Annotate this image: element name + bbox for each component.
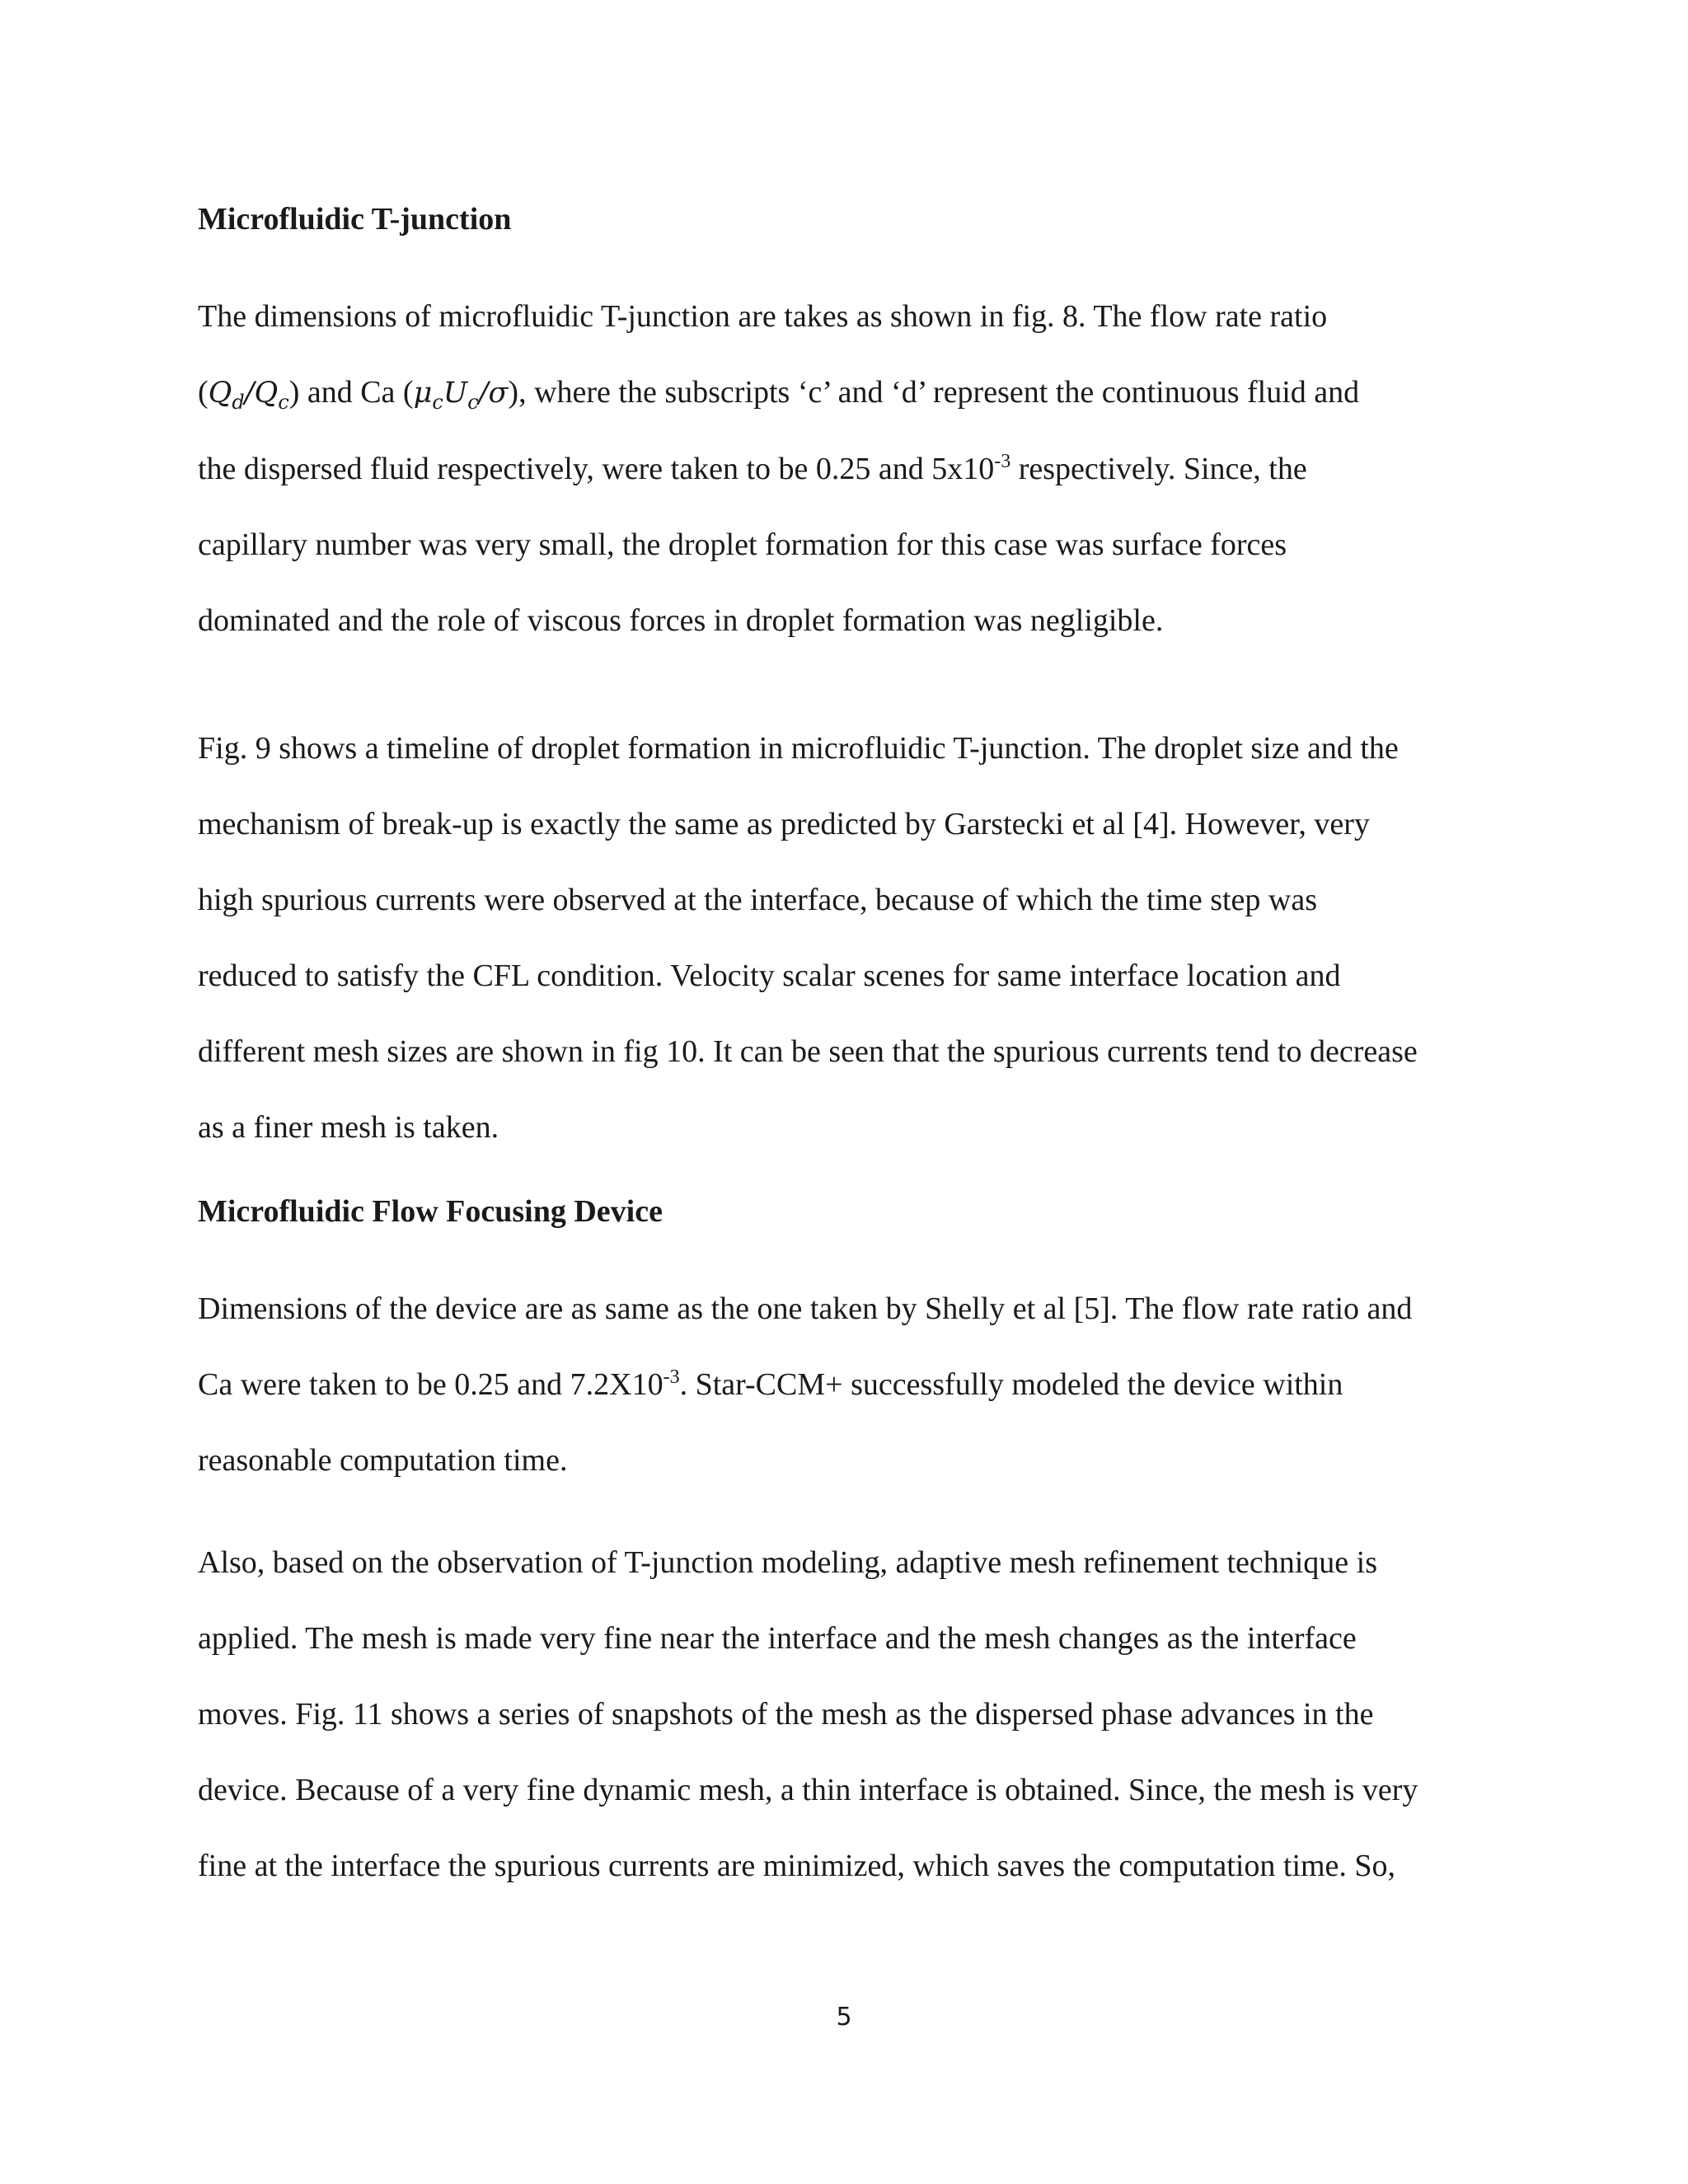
math-symbol: /σ	[478, 377, 509, 410]
text-line: device. Because of a very fine dynamic mesh, a thin interface is obtained. Since, the mesh is very	[198, 1773, 1418, 1807]
math-symbol: /Q	[244, 377, 279, 410]
text-line: as a finer mesh is taken.	[198, 1110, 499, 1145]
math-subscript: d	[232, 391, 245, 414]
text-line: capillary number was very small, the droplet formation for this case was surface forces	[198, 527, 1287, 562]
text-line: The dimensions of microfluidic T-junction are takes as shown in fig. 8. The flow rate ratio	[198, 299, 1328, 334]
text-fragment: . Star-CCM+ successfully modeled the device within	[679, 1367, 1343, 1402]
math-symbol: μ	[413, 377, 433, 410]
math-subscript: c	[278, 391, 289, 414]
text-fragment: Ca were taken to be 0.25 and 7.2X10	[198, 1367, 663, 1402]
text-line: fine at the interface the spurious currents are minimized, which saves the computation time. So,	[198, 1849, 1396, 1883]
text-fragment: ), where the subscripts ‘c’ and ‘d’ represent the continuous fluid and	[508, 375, 1360, 410]
text-line: different mesh sizes are shown in fig 10. It can be seen that the spurious currents tend to decrease	[198, 1034, 1418, 1069]
page-number: 5	[836, 2003, 852, 2032]
paragraph-device-dimensions	[198, 1271, 1500, 1498]
text-line: Dimensions of the device are as same as the one taken by Shelly et al [5]. The flow rate ratio and	[198, 1291, 1413, 1326]
text-line-with-math	[198, 354, 1500, 431]
paragraph-adaptive-mesh	[198, 1525, 1500, 1904]
section-heading-flow-focusing: Microfluidic Flow Focusing Device	[198, 1194, 663, 1229]
text-line: Fig. 9 shows a timeline of droplet formation in microfluidic T-junction. The droplet size and the	[198, 731, 1399, 766]
text-line: moves. Fig. 11 shows a series of snapshots of the mesh as the dispersed phase advances in the	[198, 1697, 1374, 1732]
text-line: dominated and the role of viscous forces in droplet formation was negligible.	[198, 603, 1164, 638]
math-subscript: c	[432, 391, 443, 414]
text-line: high spurious currents were observed at the interface, because of which the time step was	[198, 883, 1318, 917]
math-flow-rate-ratio	[208, 377, 289, 414]
text-fragment: respectively. Since, the	[1010, 452, 1307, 486]
math-subscript: c	[467, 391, 479, 414]
text-line-with-superscript	[198, 1347, 1500, 1422]
text-line: reasonable computation time.	[198, 1443, 568, 1478]
math-symbol: Q	[208, 377, 232, 410]
math-symbol: U	[443, 377, 468, 410]
math-capillary-number	[413, 377, 509, 414]
paragraph-t-junction-dimensions	[198, 279, 1500, 658]
text-fragment: the dispersed fluid respectively, were taken to be 0.25 and 5x10	[198, 452, 995, 486]
exponent: -3	[994, 451, 1011, 472]
text-line: Also, based on the observation of T-junction modeling, adaptive mesh refinement technique is	[198, 1545, 1378, 1580]
text-line-with-superscript	[198, 431, 1500, 507]
text-fragment: ) and Ca (	[288, 375, 414, 410]
paragraph-droplet-timeline	[198, 710, 1500, 1165]
text-fragment: (	[198, 375, 209, 410]
exponent: -3	[663, 1366, 680, 1388]
text-line: mechanism of break-up is exactly the same as predicted by Garstecki et al [4]. However, very	[198, 807, 1370, 841]
text-line: reduced to satisfy the CFL condition. Velocity scalar scenes for same interface location and	[198, 958, 1341, 993]
section-heading-t-junction: Microfluidic T-junction	[198, 202, 512, 237]
text-line: applied. The mesh is made very fine near the interface and the mesh changes as the interface	[198, 1621, 1357, 1656]
